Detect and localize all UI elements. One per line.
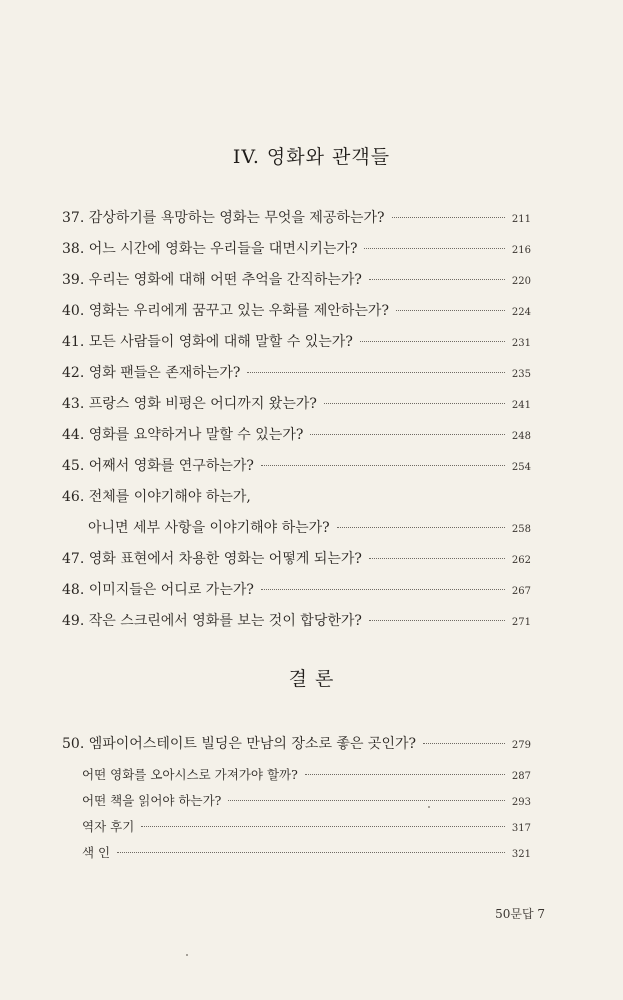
leader-dots	[337, 527, 505, 528]
toc-entry	[62, 238, 531, 258]
toc-entry-page: 271	[511, 617, 531, 628]
leader-dots	[369, 558, 505, 559]
leader-dots	[261, 465, 505, 466]
toc-entry	[62, 579, 531, 599]
toc-entry-page: 262	[511, 555, 531, 566]
toc-entry-text: 역자 후기	[82, 819, 135, 834]
leader-dots	[228, 800, 505, 801]
toc-entry-text: 44. 영화를 요약하거나 말할 수 있는가?	[62, 427, 304, 443]
toc-entry	[62, 207, 531, 227]
toc-entry	[62, 610, 531, 630]
toc-entry-page: 241	[511, 400, 531, 411]
leader-dots	[364, 248, 504, 249]
toc-sub-entry	[82, 791, 531, 809]
toc-entry-page: 258	[511, 524, 531, 535]
toc-entry-page: 235	[511, 369, 531, 380]
toc-entry	[62, 362, 531, 382]
leader-dots	[141, 826, 505, 827]
toc-entry	[88, 517, 531, 537]
leader-dots	[117, 852, 505, 853]
toc-entry	[62, 393, 531, 413]
toc-entry-text: 41. 모든 사람들이 영화에 대해 말할 수 있는가?	[62, 334, 353, 350]
leader-dots	[369, 279, 505, 280]
toc-entry	[62, 331, 531, 351]
toc-entry-text: 49. 작은 스크린에서 영화를 보는 것이 합당한가?	[62, 613, 362, 629]
toc-entry-page: 224	[511, 307, 531, 318]
toc-entry-text: 45. 어째서 영화를 연구하는가?	[62, 458, 254, 474]
toc-entry-page: 216	[511, 245, 531, 256]
toc-entry-page: 317	[511, 823, 531, 834]
leader-dots	[305, 774, 505, 775]
toc-entry	[62, 269, 531, 289]
toc-entry-text: 38. 어느 시간에 영화는 우리들을 대면시키는가?	[62, 241, 358, 257]
page-footer: 50문답 7	[495, 907, 545, 921]
toc-entry-page: 287	[511, 771, 531, 782]
toc-entry	[62, 548, 531, 568]
toc-entry-page: 248	[511, 431, 531, 442]
leader-dots	[392, 217, 505, 218]
toc-sub-entry	[82, 843, 531, 861]
toc-entry-text: 50. 엠파이어스테이트 빌딩은 만남의 장소로 좋은 곳인가?	[62, 736, 416, 752]
toc-entry-text: 색 인	[82, 845, 111, 860]
toc-entry-page: 231	[511, 338, 531, 349]
leader-dots	[396, 310, 505, 311]
toc-entry-page: 321	[511, 849, 531, 860]
toc-entry-text: 43. 프랑스 영화 비평은 어디까지 왔는가?	[62, 396, 317, 412]
section-title-movies-and-audiences: IV. 영화와 관객들	[232, 146, 391, 168]
leader-dots	[310, 434, 505, 435]
toc-entry-page: 254	[511, 462, 531, 473]
toc-entry	[62, 733, 531, 753]
toc-entry-text: 46. 전체를 이야기해야 하는가,	[62, 489, 251, 505]
toc-entry-text: 47. 영화 표현에서 차용한 영화는 어떻게 되는가?	[62, 551, 362, 567]
toc-entry-text: 어떤 영화를 오아시스로 가져가야 할까?	[82, 767, 298, 782]
leader-dots	[423, 743, 505, 744]
toc-entry-page: 211	[511, 214, 531, 225]
paper-speck	[428, 806, 430, 808]
toc-entry-text: 39. 우리는 영화에 대해 어떤 추억을 간직하는가?	[62, 272, 362, 288]
section-title-conclusion: 결 론	[288, 668, 335, 690]
toc-entry-page: 279	[511, 740, 531, 751]
toc-entry-text: 아니면 세부 사항을 이야기해야 하는가?	[88, 520, 330, 536]
toc-entry	[62, 424, 531, 444]
leader-dots	[360, 341, 505, 342]
paper-speck	[186, 954, 188, 956]
toc-entry-text: 37. 감상하기를 욕망하는 영화는 무엇을 제공하는가?	[62, 210, 385, 226]
toc-entry-text: 40. 영화는 우리에게 꿈꾸고 있는 우화를 제안하는가?	[62, 303, 389, 319]
toc-entry	[62, 455, 531, 475]
toc-entry-text: 48. 이미지들은 어디로 가는가?	[62, 582, 254, 598]
toc-sub-entry	[82, 817, 531, 835]
toc-entry-page: 293	[511, 797, 531, 808]
toc-entry-text: 어떤 책을 읽어야 하는가?	[82, 793, 222, 808]
leader-dots	[369, 620, 505, 621]
leader-dots	[324, 403, 505, 404]
leader-dots	[261, 589, 505, 590]
toc-entry-page: 267	[511, 586, 531, 597]
toc-entry-text: 42. 영화 팬들은 존재하는가?	[62, 365, 241, 381]
toc-sub-entry	[82, 765, 531, 783]
toc-entry-page: 220	[511, 276, 531, 287]
leader-dots	[247, 372, 505, 373]
toc-entry	[62, 300, 531, 320]
